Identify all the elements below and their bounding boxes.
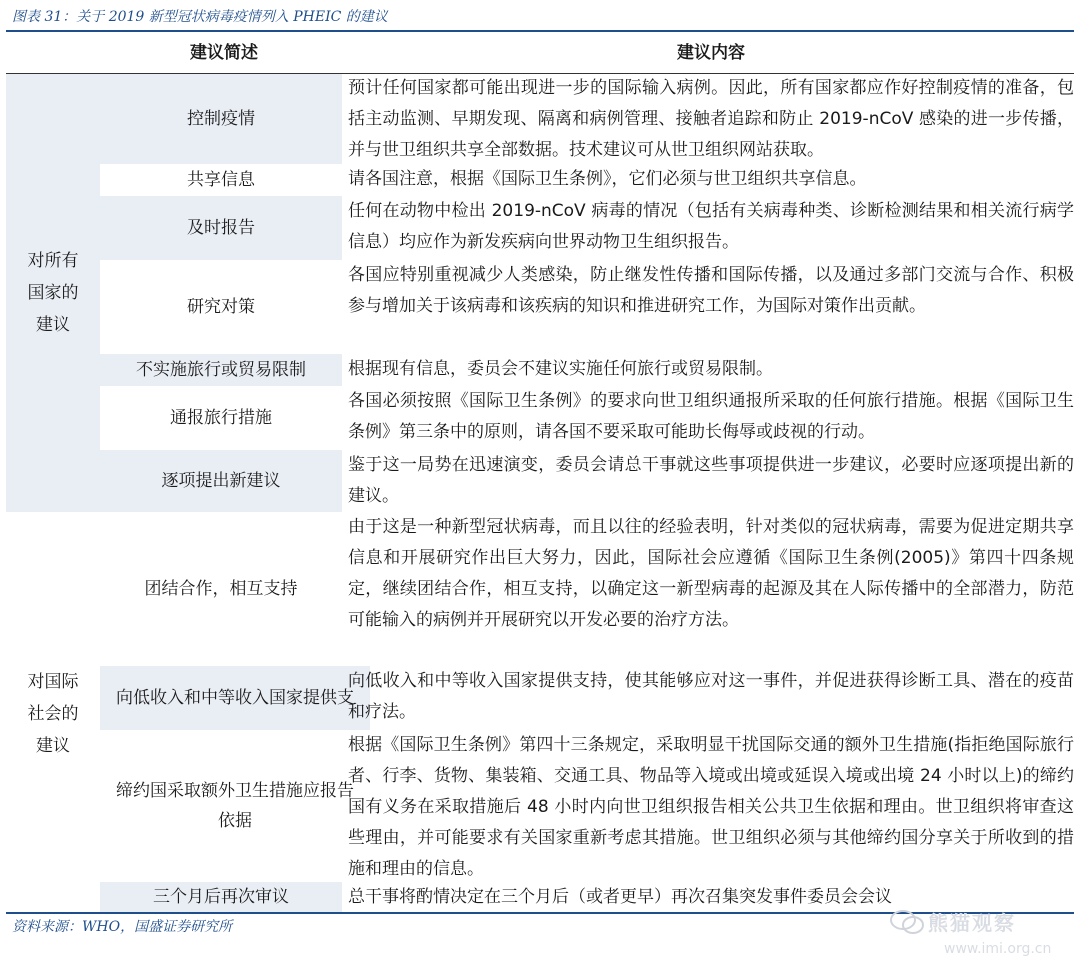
table-row bbox=[100, 260, 1074, 354]
table-row bbox=[100, 666, 1074, 730]
group-label-line: 对所有 bbox=[27, 251, 79, 271]
table-row bbox=[100, 730, 1074, 882]
group-label-line: 国家的 bbox=[27, 283, 79, 303]
row-summary: 及时报告 bbox=[100, 196, 342, 260]
wechat-icon bbox=[890, 909, 924, 935]
table-row bbox=[100, 386, 1074, 450]
row-content: 根据《国际卫生条例》第四十三条规定，采取明显干扰国际交通的额外卫生措施(指拒绝国际旅行者、行李、货物、集装箱、交通工具、物品等入境或出境或延误入境或出境 24 小时以上)的缔约国有义务在采取措施后 48 小时内向世卫组织报告相关公共卫生依据和理由。世卫组织将审查这些理由，并可能要求有关国家重新考虑其措施。世卫组织必须与其他缔约国分享关于所收到的措施和理由的信息。 bbox=[348, 735, 1074, 879]
row-content: 总干事将酌情决定在三个月后（或者更早）再次召集突发事件委员会会议 bbox=[348, 887, 892, 907]
table-row bbox=[100, 196, 1074, 260]
row-summary: 团结合作，相互支持 bbox=[144, 579, 298, 599]
group-cell-all-countries bbox=[6, 74, 100, 512]
group-label-line: 对国际 bbox=[27, 672, 79, 692]
row-summary: 共享信息 bbox=[187, 170, 255, 190]
row-content: 由于这是一种新型冠状病毒，而且以往的经验表明，针对类似的冠状病毒，需要为促进定期共享信息和开展研究作出巨大努力，因此，国际社会应遵循《国际卫生条例(2005)》第四十四条规定，继续团结合作，相互支持，以确定这一新型病毒的起源及其在人际传播中的全部潜力，防范可能输入的病例并开展研究以开发必要的治疗方法。 bbox=[348, 517, 1074, 630]
group-cell-international bbox=[6, 512, 100, 912]
row-content: 任何在动物中检出 2019-nCoV 病毒的情况（包括有关病毒种类、诊断检测结果和相关流行病学信息）均应作为新发疾病向世界动物卫生组织报告。 bbox=[348, 201, 1074, 252]
row-summary: 三个月后再次审议 bbox=[100, 882, 342, 912]
row-content: 鉴于这一局势在迅速演变，委员会请总干事就这些事项提供进一步建议，必要时应逐项提出新的建议。 bbox=[348, 455, 1074, 506]
row-summary: 控制疫情 bbox=[100, 74, 342, 164]
row-summary: 逐项提出新建议 bbox=[100, 450, 342, 512]
watermark-name: 熊猫观察 bbox=[928, 911, 1016, 935]
watermark bbox=[890, 905, 1070, 961]
group-label-line: 建议 bbox=[36, 315, 70, 335]
group-label-line: 建议 bbox=[36, 736, 70, 756]
row-summary: 通报旅行措施 bbox=[170, 408, 272, 428]
table-row bbox=[100, 74, 1074, 164]
table-header bbox=[6, 33, 1074, 73]
row-summary: 研究对策 bbox=[187, 297, 255, 317]
row-summary: 不实施旅行或贸易限制 bbox=[100, 354, 342, 386]
header-content: 建议内容 bbox=[677, 43, 745, 63]
row-summary: 缔约国采取额外卫生措施应报告依据 bbox=[116, 781, 354, 831]
group-label-line: 社会的 bbox=[27, 704, 79, 724]
row-content: 根据现有信息，委员会不建议实施任何旅行或贸易限制。 bbox=[348, 359, 773, 379]
table-row bbox=[100, 450, 1074, 512]
header-summary: 建议简述 bbox=[190, 43, 258, 63]
row-content: 请各国注意，根据《国际卫生条例》，它们必须与世卫组织共享信息。 bbox=[348, 169, 867, 189]
row-content: 各国必须按照《国际卫生条例》的要求向世卫组织通报所采取的任何旅行措施。根据《国际卫生条例》第三条中的原则，请各国不要采取可能助长侮辱或歧视的行动。 bbox=[348, 391, 1074, 442]
source-note: 资料来源：WHO，国盛证券研究所 bbox=[12, 919, 233, 935]
table-row bbox=[100, 354, 1074, 386]
table-row bbox=[100, 512, 1074, 666]
watermark-url: www.imi.org.cn bbox=[944, 941, 1052, 957]
row-content: 预计任何国家都可能出现进一步的国际输入病例。因此，所有国家都应作好控制疫情的准备，包括主动监测、早期发现、隔离和病例管理、接触者追踪和防止 2019-nCoV 感染的进一步传播，并与世卫组织共享全部数据。技术建议可从世卫组织网站获取。 bbox=[348, 78, 1074, 160]
row-summary: 向低收入和中等收入国家提供支 bbox=[100, 666, 370, 730]
row-content: 各国应特别重视减少人类感染，防止继发性传播和国际传播，以及通过多部门交流与合作、积极参与增加关于该病毒和该疾病的知识和推进研究工作，为国际对策作出贡献。 bbox=[348, 265, 1074, 316]
row-content: 向低收入和中等收入国家提供支持，使其能够应对这一事件，并促进获得诊断工具、潜在的疫苗和疗法。 bbox=[348, 671, 1074, 722]
table-row bbox=[100, 164, 1074, 196]
figure-caption: 图表 31：关于 2019 新型冠状病毒疫情列入 PHEIC 的建议 bbox=[12, 9, 388, 25]
top-rule bbox=[6, 30, 1074, 32]
